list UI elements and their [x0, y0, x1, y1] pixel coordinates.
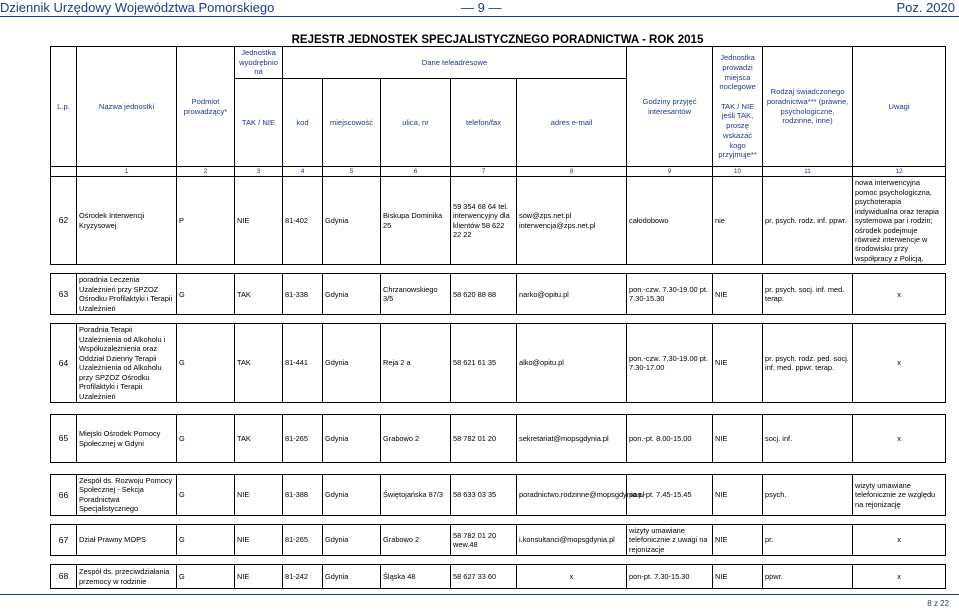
- row-type: psych.: [763, 475, 853, 516]
- row-city: Gdynia: [323, 324, 381, 403]
- footer-page-count: 8 z 22: [927, 599, 949, 608]
- row-spacer: [51, 556, 946, 565]
- row-operator: G: [177, 274, 235, 315]
- column-number: 11: [763, 167, 853, 177]
- row-hours: wizyty umawiane telefonicznie z uwagi na rejonizacje: [627, 524, 713, 555]
- row-name: Zespół ds. przeciwdziałania przemocy w rodzinie: [77, 565, 177, 589]
- row-city: Gdynia: [323, 565, 381, 589]
- row-type: ppwr.: [763, 565, 853, 589]
- row-phone: 58 621 61 35: [451, 324, 517, 403]
- row-code: 81-441: [283, 324, 323, 403]
- row-type: pr. psych. socj. inf. med. terap.: [763, 274, 853, 315]
- table-row: [51, 274, 946, 315]
- row-phone: 58 627 33 60: [451, 565, 517, 589]
- row-notes: x: [853, 524, 946, 555]
- col-header-phone: telefon/fax: [451, 79, 517, 167]
- column-number: 12: [853, 167, 946, 177]
- row-operator: P: [177, 177, 235, 265]
- row-hours: całodobowo: [627, 177, 713, 265]
- header-row-1: [51, 47, 946, 79]
- row-street: Reja 2 a: [381, 324, 451, 403]
- row-type: pr. psych. rodz. ped. socj. inf. med. ppwr. terap.: [763, 324, 853, 403]
- table-row: [51, 475, 946, 516]
- row-email: alko@opitu.pl: [517, 324, 627, 403]
- row-hours: pon.-pt. 8.00-15.00: [627, 415, 713, 463]
- col-header-city: miejscowość: [323, 79, 381, 167]
- row-operator: G: [177, 524, 235, 555]
- overnight-yn: TAK / NIE jeśli TAK, proszę wskazać kogo przyjmuje**: [718, 101, 757, 160]
- row-name: Ośrodek Interwencji Kryzysowej: [77, 177, 177, 265]
- row-street: Biskupa Dominika 25: [381, 177, 451, 265]
- row-lp: 64: [51, 324, 77, 403]
- row-code: 81-402: [283, 177, 323, 265]
- row-street: Grabowo 2: [381, 415, 451, 463]
- row-spacer: [51, 265, 946, 274]
- column-number: 7: [451, 167, 517, 177]
- col-header-distinct-yn: TAK / NIE: [235, 79, 283, 167]
- col-header-type: Rodzaj świadczonego poradnictwa*** (prawne, psychologiczne, rodzinne, inne): [763, 47, 853, 167]
- row-spacer: [51, 463, 946, 475]
- col-header-email: adres e-mail: [517, 79, 627, 167]
- row-distinct: NIE: [235, 565, 283, 589]
- row-phone: 58 633 03 35: [451, 475, 517, 516]
- footer-rule: [0, 594, 959, 595]
- row-operator: G: [177, 565, 235, 589]
- table-row: [51, 324, 946, 403]
- row-spacer: [51, 315, 946, 324]
- col-header-operator: Podmiot prowadzący*: [177, 47, 235, 167]
- row-phone: 59 354 68 64 tel. interwencyjny dla klientów 58 622 22 22: [451, 177, 517, 265]
- row-name: poradnia Leczenia Uzależnień przy SPZOZ Ośrodku Profilaktyki i Terapii Uzależnień: [77, 274, 177, 315]
- column-number: 9: [627, 167, 713, 177]
- row-name: Miejski Ośrodek Pomocy Społecznej w Gdyni: [77, 415, 177, 463]
- row-overnight: NIE: [713, 475, 763, 516]
- row-overnight: NIE: [713, 524, 763, 555]
- col-header-notes: Uwagi: [853, 47, 946, 167]
- row-notes: x: [853, 415, 946, 463]
- column-number: 3: [235, 167, 283, 177]
- row-name: Zespół ds. Rozwoju Pomocy Społecznej - Sekcja Poradnictwa Specjalistycznego: [77, 475, 177, 516]
- row-code: 81-338: [283, 274, 323, 315]
- row-notes: nowa interwencyjna pomoc psychologiczna, psychoterapia indywidualna oraz terapia systemowa par i rodzin; ośrodek podejmuje również interwencje w środowisku przy współpracy z Policją.: [853, 177, 946, 265]
- row-hours: pon-pt. 7.30-15.30: [627, 565, 713, 589]
- table-row: [51, 177, 946, 265]
- row-distinct: TAK: [235, 274, 283, 315]
- row-email: poradnictwo.rodzinne@mopsgdynia.pl: [517, 475, 627, 516]
- row-lp: 63: [51, 274, 77, 315]
- row-overnight: NIE: [713, 324, 763, 403]
- col-header-street: ulica, nr: [381, 79, 451, 167]
- table-row: [51, 415, 946, 463]
- row-code: 81-265: [283, 415, 323, 463]
- row-lp: 65: [51, 415, 77, 463]
- row-overnight: NIE: [713, 274, 763, 315]
- row-overnight: nie: [713, 177, 763, 265]
- table-row: [51, 524, 946, 555]
- row-email: x: [517, 565, 627, 589]
- row-distinct: NIE: [235, 475, 283, 516]
- column-number: 10: [713, 167, 763, 177]
- row-city: Gdynia: [323, 274, 381, 315]
- col-header-address-group: Dane teleadresowe: [283, 47, 627, 79]
- column-number: 2: [177, 167, 235, 177]
- row-notes: x: [853, 274, 946, 315]
- row-email: i.konsultanci@mopsgdynia.pl: [517, 524, 627, 555]
- row-name: Dział Prawny MOPS: [77, 524, 177, 555]
- row-city: Gdynia: [323, 415, 381, 463]
- row-notes: x: [853, 565, 946, 589]
- row-operator: G: [177, 324, 235, 403]
- row-distinct: NIE: [235, 177, 283, 265]
- row-street: Grabowo 2: [381, 524, 451, 555]
- registry-table: [50, 46, 946, 589]
- row-distinct: TAK: [235, 324, 283, 403]
- row-overnight: NIE: [713, 565, 763, 589]
- row-lp: 68: [51, 565, 77, 589]
- row-email: sow@zps.net.pl interwencja@zps.net.pl: [517, 177, 627, 265]
- col-header-name: Nazwa jednostki: [77, 47, 177, 167]
- row-city: Gdynia: [323, 177, 381, 265]
- col-header-overnight: [713, 47, 763, 167]
- row-notes: x: [853, 324, 946, 403]
- row-operator: G: [177, 475, 235, 516]
- row-code: 81-388: [283, 475, 323, 516]
- col-header-hours: Godziny przyjęć interesantów: [627, 47, 713, 167]
- row-hours: pon.-czw. 7.30-19.00 pt. 7.30-15.30: [627, 274, 713, 315]
- row-notes: wizyty umawiane telefonicznie ze względu na rejonizację: [853, 475, 946, 516]
- row-type: pr.: [763, 524, 853, 555]
- row-phone: 58 782 01 20: [451, 415, 517, 463]
- row-name: Poradnia Terapii Uzależnienia od Alkoholu i Współuzależnienia oraz Oddział Dzienny Terapii Uzależnienia od Alkoholu przy SPZOZ Ośrodku Profilaktyki i Terapii Uzależnień: [77, 324, 177, 403]
- registry-title: REJESTR JEDNOSTEK SPECJALISTYCZNEGO PORADNICTWA - ROK 2015: [291, 34, 704, 46]
- row-hours: pon.-pt. 7.45-15.45: [627, 475, 713, 516]
- row-city: Gdynia: [323, 475, 381, 516]
- column-number: 5: [323, 167, 381, 177]
- row-street: Śląska 48: [381, 565, 451, 589]
- column-number: 8: [517, 167, 627, 177]
- row-phone: 58 782 01 20 wew.48: [451, 524, 517, 555]
- col-header-lp: L.p.: [51, 47, 77, 167]
- row-operator: G: [177, 415, 235, 463]
- row-street: Chrzanowskiego 3/5: [381, 274, 451, 315]
- column-number-blank: [51, 167, 77, 177]
- row-spacer: [51, 403, 946, 415]
- journal-title: Dziennik Urzędowy Województwa Pomorskiego: [0, 0, 275, 15]
- row-distinct: NIE: [235, 524, 283, 555]
- column-number-row: [51, 167, 946, 177]
- row-code: 81-242: [283, 565, 323, 589]
- row-lp: 67: [51, 524, 77, 555]
- row-distinct: TAK: [235, 415, 283, 463]
- row-type: pr. psych. rodz. inf. ppwr.: [763, 177, 853, 265]
- col-header-code: kod: [283, 79, 323, 167]
- row-phone: 58 620 88 88: [451, 274, 517, 315]
- row-overnight: NIE: [713, 415, 763, 463]
- row-lp: 62: [51, 177, 77, 265]
- row-type: socj. inf.: [763, 415, 853, 463]
- col-header-distinct: Jednostka wyodrębnio na: [235, 47, 283, 79]
- column-number: 6: [381, 167, 451, 177]
- row-city: Gdynia: [323, 524, 381, 555]
- position-number: Poz. 2020: [896, 0, 955, 15]
- table-row: [51, 565, 946, 589]
- header-rule: [0, 16, 959, 17]
- row-email: sekretariat@mopsgdynia.pl: [517, 415, 627, 463]
- row-code: 81-265: [283, 524, 323, 555]
- row-street: Świętojańska 87/3: [381, 475, 451, 516]
- row-spacer: [51, 515, 946, 524]
- overnight-title: Jednostka prowadzi miejsca noclegowe: [719, 53, 756, 92]
- row-email: narko@opitu.pl: [517, 274, 627, 315]
- row-hours: pon.-czw. 7.30-19.00 pt. 7.30-17.00: [627, 324, 713, 403]
- column-number: 1: [77, 167, 177, 177]
- row-lp: 66: [51, 475, 77, 516]
- column-number: 4: [283, 167, 323, 177]
- page-number: — 9 —: [461, 0, 502, 15]
